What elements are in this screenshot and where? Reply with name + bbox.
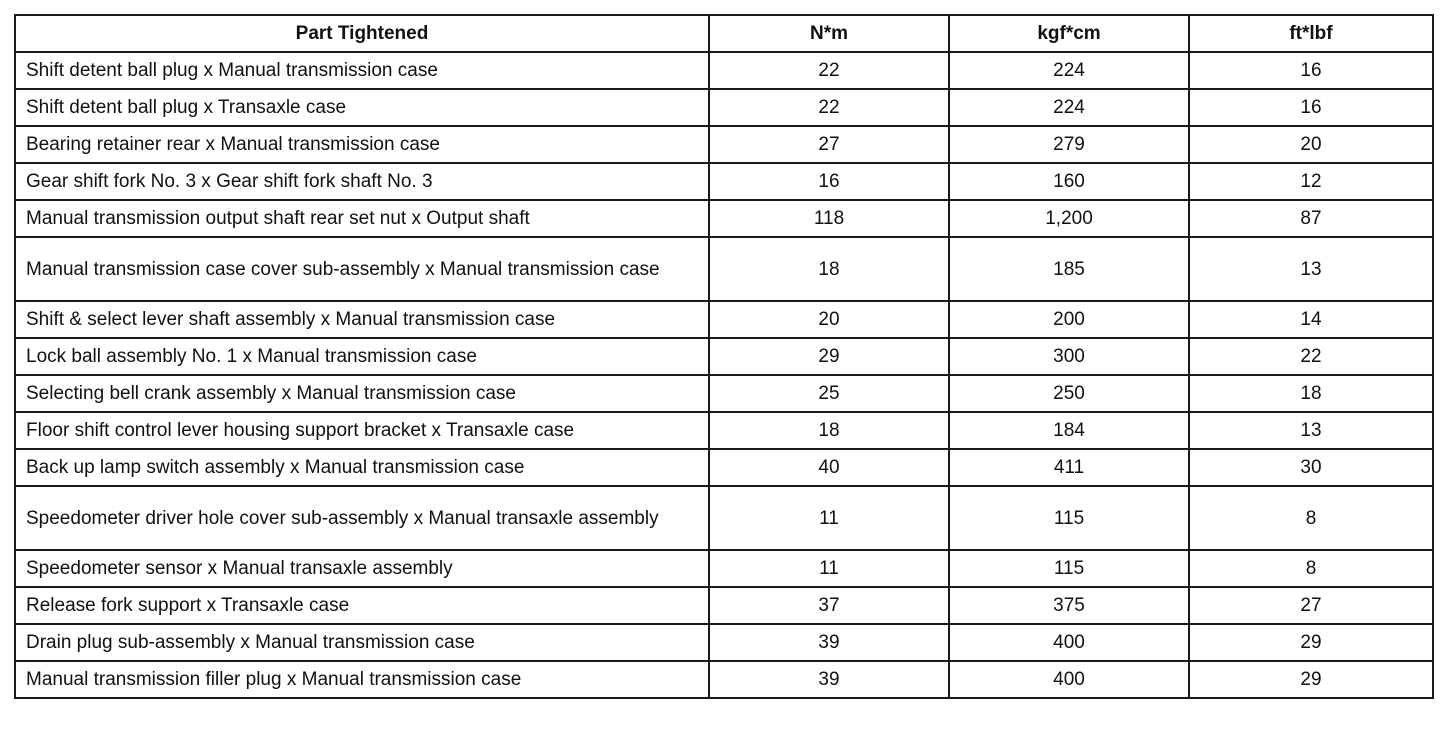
nm-cell: 22 — [709, 52, 949, 89]
table-row — [15, 237, 1433, 301]
part-cell: Manual transmission case cover sub-assembly x Manual transmission case — [15, 237, 709, 301]
nm-cell: 39 — [709, 661, 949, 698]
nm-cell: 37 — [709, 587, 949, 624]
kgf-cm-cell: 250 — [949, 375, 1189, 412]
table-row — [15, 550, 1433, 587]
kgf-cm-cell: 115 — [949, 486, 1189, 550]
header-nm: N*m — [709, 15, 949, 52]
table-row — [15, 89, 1433, 126]
kgf-cm-cell: 300 — [949, 338, 1189, 375]
ft-lbf-cell: 8 — [1189, 486, 1433, 550]
table-row — [15, 624, 1433, 661]
ft-lbf-cell: 13 — [1189, 237, 1433, 301]
ft-lbf-cell: 20 — [1189, 126, 1433, 163]
table-row — [15, 52, 1433, 89]
table-row — [15, 661, 1433, 698]
nm-cell: 20 — [709, 301, 949, 338]
table-row — [15, 126, 1433, 163]
nm-cell: 25 — [709, 375, 949, 412]
kgf-cm-cell: 1,200 — [949, 200, 1189, 237]
nm-cell: 18 — [709, 412, 949, 449]
table-row — [15, 412, 1433, 449]
table-row — [15, 587, 1433, 624]
nm-cell: 16 — [709, 163, 949, 200]
kgf-cm-cell: 184 — [949, 412, 1189, 449]
ft-lbf-cell: 12 — [1189, 163, 1433, 200]
table-row — [15, 200, 1433, 237]
part-cell: Speedometer driver hole cover sub-assembly x Manual transaxle assembly — [15, 486, 709, 550]
ft-lbf-cell: 22 — [1189, 338, 1433, 375]
part-cell: Release fork support x Transaxle case — [15, 587, 709, 624]
torque-specification-table — [14, 14, 1434, 699]
header-ft-lbf: ft*lbf — [1189, 15, 1433, 52]
table-row — [15, 449, 1433, 486]
part-cell: Bearing retainer rear x Manual transmission case — [15, 126, 709, 163]
nm-cell: 40 — [709, 449, 949, 486]
table-row — [15, 338, 1433, 375]
nm-cell: 39 — [709, 624, 949, 661]
part-cell: Manual transmission filler plug x Manual transmission case — [15, 661, 709, 698]
nm-cell: 11 — [709, 550, 949, 587]
ft-lbf-cell: 8 — [1189, 550, 1433, 587]
part-cell: Selecting bell crank assembly x Manual transmission case — [15, 375, 709, 412]
kgf-cm-cell: 224 — [949, 89, 1189, 126]
ft-lbf-cell: 18 — [1189, 375, 1433, 412]
ft-lbf-cell: 16 — [1189, 52, 1433, 89]
table-row — [15, 375, 1433, 412]
kgf-cm-cell: 400 — [949, 624, 1189, 661]
kgf-cm-cell: 279 — [949, 126, 1189, 163]
kgf-cm-cell: 185 — [949, 237, 1189, 301]
kgf-cm-cell: 160 — [949, 163, 1189, 200]
part-cell: Floor shift control lever housing support bracket x Transaxle case — [15, 412, 709, 449]
table-header-row — [15, 15, 1433, 52]
part-cell: Manual transmission output shaft rear set nut x Output shaft — [15, 200, 709, 237]
part-cell: Lock ball assembly No. 1 x Manual transmission case — [15, 338, 709, 375]
kgf-cm-cell: 411 — [949, 449, 1189, 486]
ft-lbf-cell: 16 — [1189, 89, 1433, 126]
table-row — [15, 486, 1433, 550]
part-cell: Shift detent ball plug x Transaxle case — [15, 89, 709, 126]
ft-lbf-cell: 13 — [1189, 412, 1433, 449]
nm-cell: 18 — [709, 237, 949, 301]
kgf-cm-cell: 115 — [949, 550, 1189, 587]
kgf-cm-cell: 224 — [949, 52, 1189, 89]
table-row — [15, 301, 1433, 338]
kgf-cm-cell: 400 — [949, 661, 1189, 698]
nm-cell: 118 — [709, 200, 949, 237]
part-cell: Drain plug sub-assembly x Manual transmission case — [15, 624, 709, 661]
nm-cell: 22 — [709, 89, 949, 126]
part-cell: Back up lamp switch assembly x Manual transmission case — [15, 449, 709, 486]
nm-cell: 27 — [709, 126, 949, 163]
table-row — [15, 163, 1433, 200]
part-cell: Gear shift fork No. 3 x Gear shift fork shaft No. 3 — [15, 163, 709, 200]
ft-lbf-cell: 29 — [1189, 661, 1433, 698]
nm-cell: 29 — [709, 338, 949, 375]
header-part-tightened: Part Tightened — [15, 15, 709, 52]
nm-cell: 11 — [709, 486, 949, 550]
part-cell: Speedometer sensor x Manual transaxle assembly — [15, 550, 709, 587]
part-cell: Shift & select lever shaft assembly x Manual transmission case — [15, 301, 709, 338]
ft-lbf-cell: 14 — [1189, 301, 1433, 338]
kgf-cm-cell: 375 — [949, 587, 1189, 624]
part-cell: Shift detent ball plug x Manual transmission case — [15, 52, 709, 89]
ft-lbf-cell: 29 — [1189, 624, 1433, 661]
kgf-cm-cell: 200 — [949, 301, 1189, 338]
ft-lbf-cell: 87 — [1189, 200, 1433, 237]
ft-lbf-cell: 27 — [1189, 587, 1433, 624]
header-kgf-cm: kgf*cm — [949, 15, 1189, 52]
ft-lbf-cell: 30 — [1189, 449, 1433, 486]
